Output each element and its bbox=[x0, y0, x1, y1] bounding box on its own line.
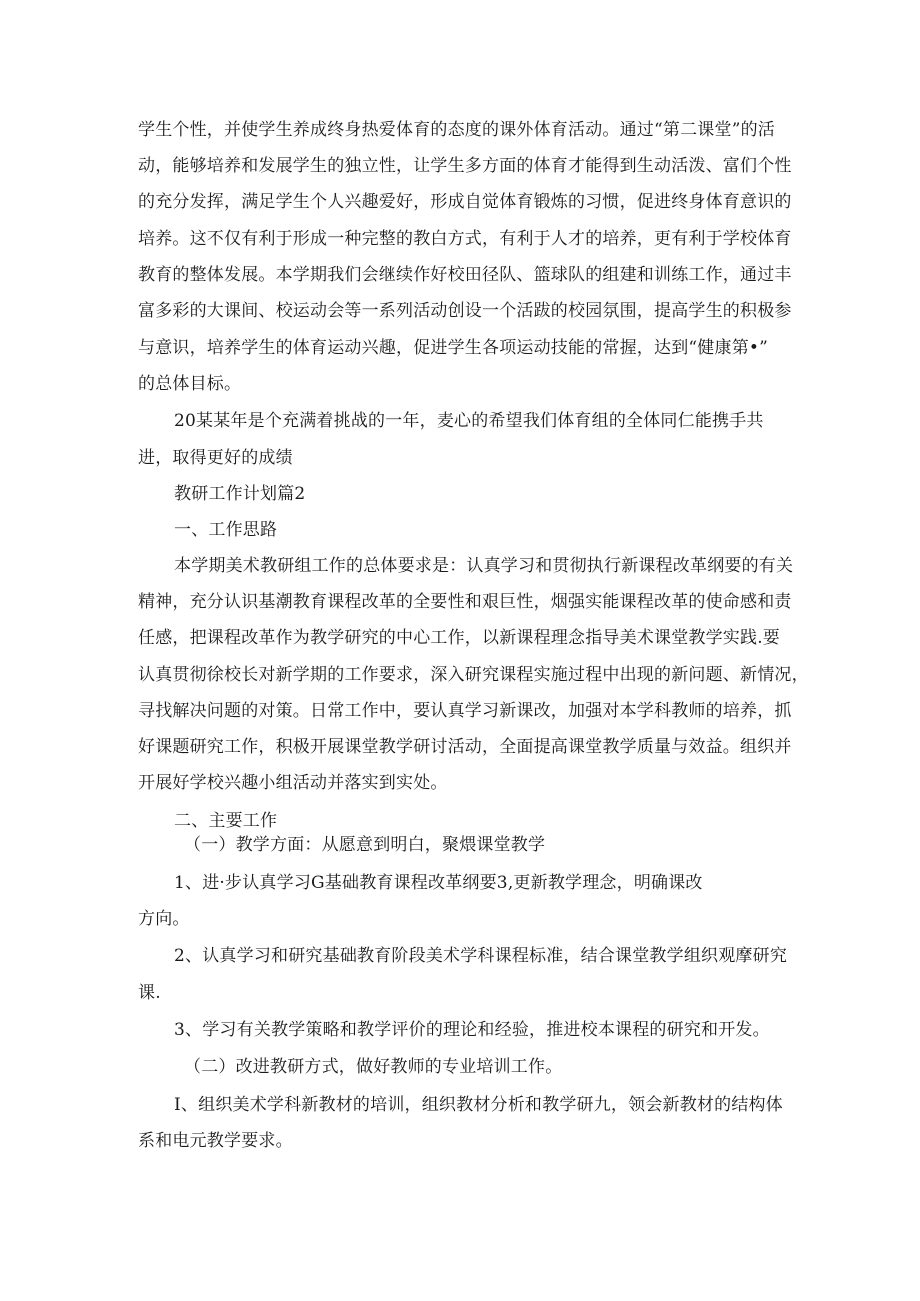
para3-line-2: 精神，充分认识基潮教育课程改革的全要性和艰巨性，烟强实能课程改革的使命感和责 bbox=[138, 592, 792, 612]
para2-line-1: 20某某年是个充满着挑战的一年，麦心的希望我们体育组的全体同仁能携手共 bbox=[174, 411, 764, 431]
item1-line-1: 1、进·步认真学习G基础教育课程改革纲要3,更新教学理念，明确课改 bbox=[174, 873, 703, 893]
para3-line-6: 好课题研究工作，积极开展课堂教学研讨活动，全面提高课堂教学质量与效益。组织并 bbox=[138, 737, 792, 757]
heading-work-ideas: 一、工作思路 bbox=[174, 520, 278, 540]
para3-line-5: 寻找解决问题的对策。日常工作中，要认真学习新课改，加强对本学科教师的培养，抓 bbox=[138, 701, 792, 721]
item3-line-1: 3、学习有关教学策略和教学评价的理论和经验，推进校本课程的研究和开发。 bbox=[174, 1020, 770, 1040]
item4-line-1: I、组织美术学科新教材的培训，组织教材分析和教学研九，领会新教材的结构体 bbox=[174, 1095, 783, 1115]
item1-line-2: 方向。 bbox=[138, 909, 190, 929]
para1-line-2: 动，能够培养和发展学生的独立性，让学生多方面的体育才能得到生动活泼、富们个性 bbox=[138, 156, 792, 176]
para1-line-6: 富多彩的大课间、校运动会等一系列活动创设一个活跋的校园氛围，提高学生的积极参 bbox=[138, 301, 792, 321]
subheading-research-methods: （二）改进教研方式，做好教师的专业培训工作。 bbox=[184, 1057, 563, 1077]
item4-line-2: 系和电元教学要求。 bbox=[138, 1131, 293, 1151]
item2-line-1: 2、认真学习和研究基础教育阶段美术学科课程标准，结合课堂教学组织观摩研究 bbox=[174, 946, 788, 966]
para1-line-8: 的总体目标。 bbox=[138, 374, 242, 394]
para1-line-7: 与意识，培养学生的体育运动兴趣，促进学生各项运动技能的常握，达到“健康第•” bbox=[138, 338, 769, 358]
para3-line-3: 任感，把课程改革作为教学研究的中心工作，以新课程理念指导美术课堂教学实践.要 bbox=[138, 628, 781, 648]
para3-line-4: 认真贯彻徐校长对新学期的工作要求，深入研究课程实施过程中出现的新问题、新情况， bbox=[138, 665, 809, 685]
para2-line-2: 进，取得更好的成绩 bbox=[138, 448, 293, 468]
section-title: 教研工作计划篇2 bbox=[174, 484, 306, 504]
item2-line-2: 课. bbox=[138, 983, 161, 1003]
subheading-teaching: （一）教学方面：从愿意到明白，聚煨课堂教学 bbox=[184, 835, 546, 855]
para1-line-5: 教育的整体发展。本学期我们会继续作好校田径队、篮球队的组建和训练工作，通过丰 bbox=[138, 265, 792, 285]
para3-line-1: 本学期美术教研组工作的总体要求是：认真学习和贯彻执行新课程改革纲要的有关 bbox=[174, 556, 794, 576]
para3-line-7: 开展好学校兴趣小组活动并落实到实处。 bbox=[138, 773, 448, 793]
para1-line-4: 培养。这不仅有利于形成一种完整的教白方式，有利于人才的培养，更有利于学校体育 bbox=[138, 229, 792, 249]
para1-line-1: 学生个性，并使学生养成终身热爱体育的态度的课外体育活动。通过“第二课堂”的活 bbox=[138, 120, 775, 140]
heading-main-work: 二、主要工作 bbox=[174, 811, 278, 831]
para1-line-3: 的充分发挥，满足学生个人兴趣爱好，形成自觉体育锻炼的习惯，促进终身体育意识的 bbox=[138, 192, 792, 212]
